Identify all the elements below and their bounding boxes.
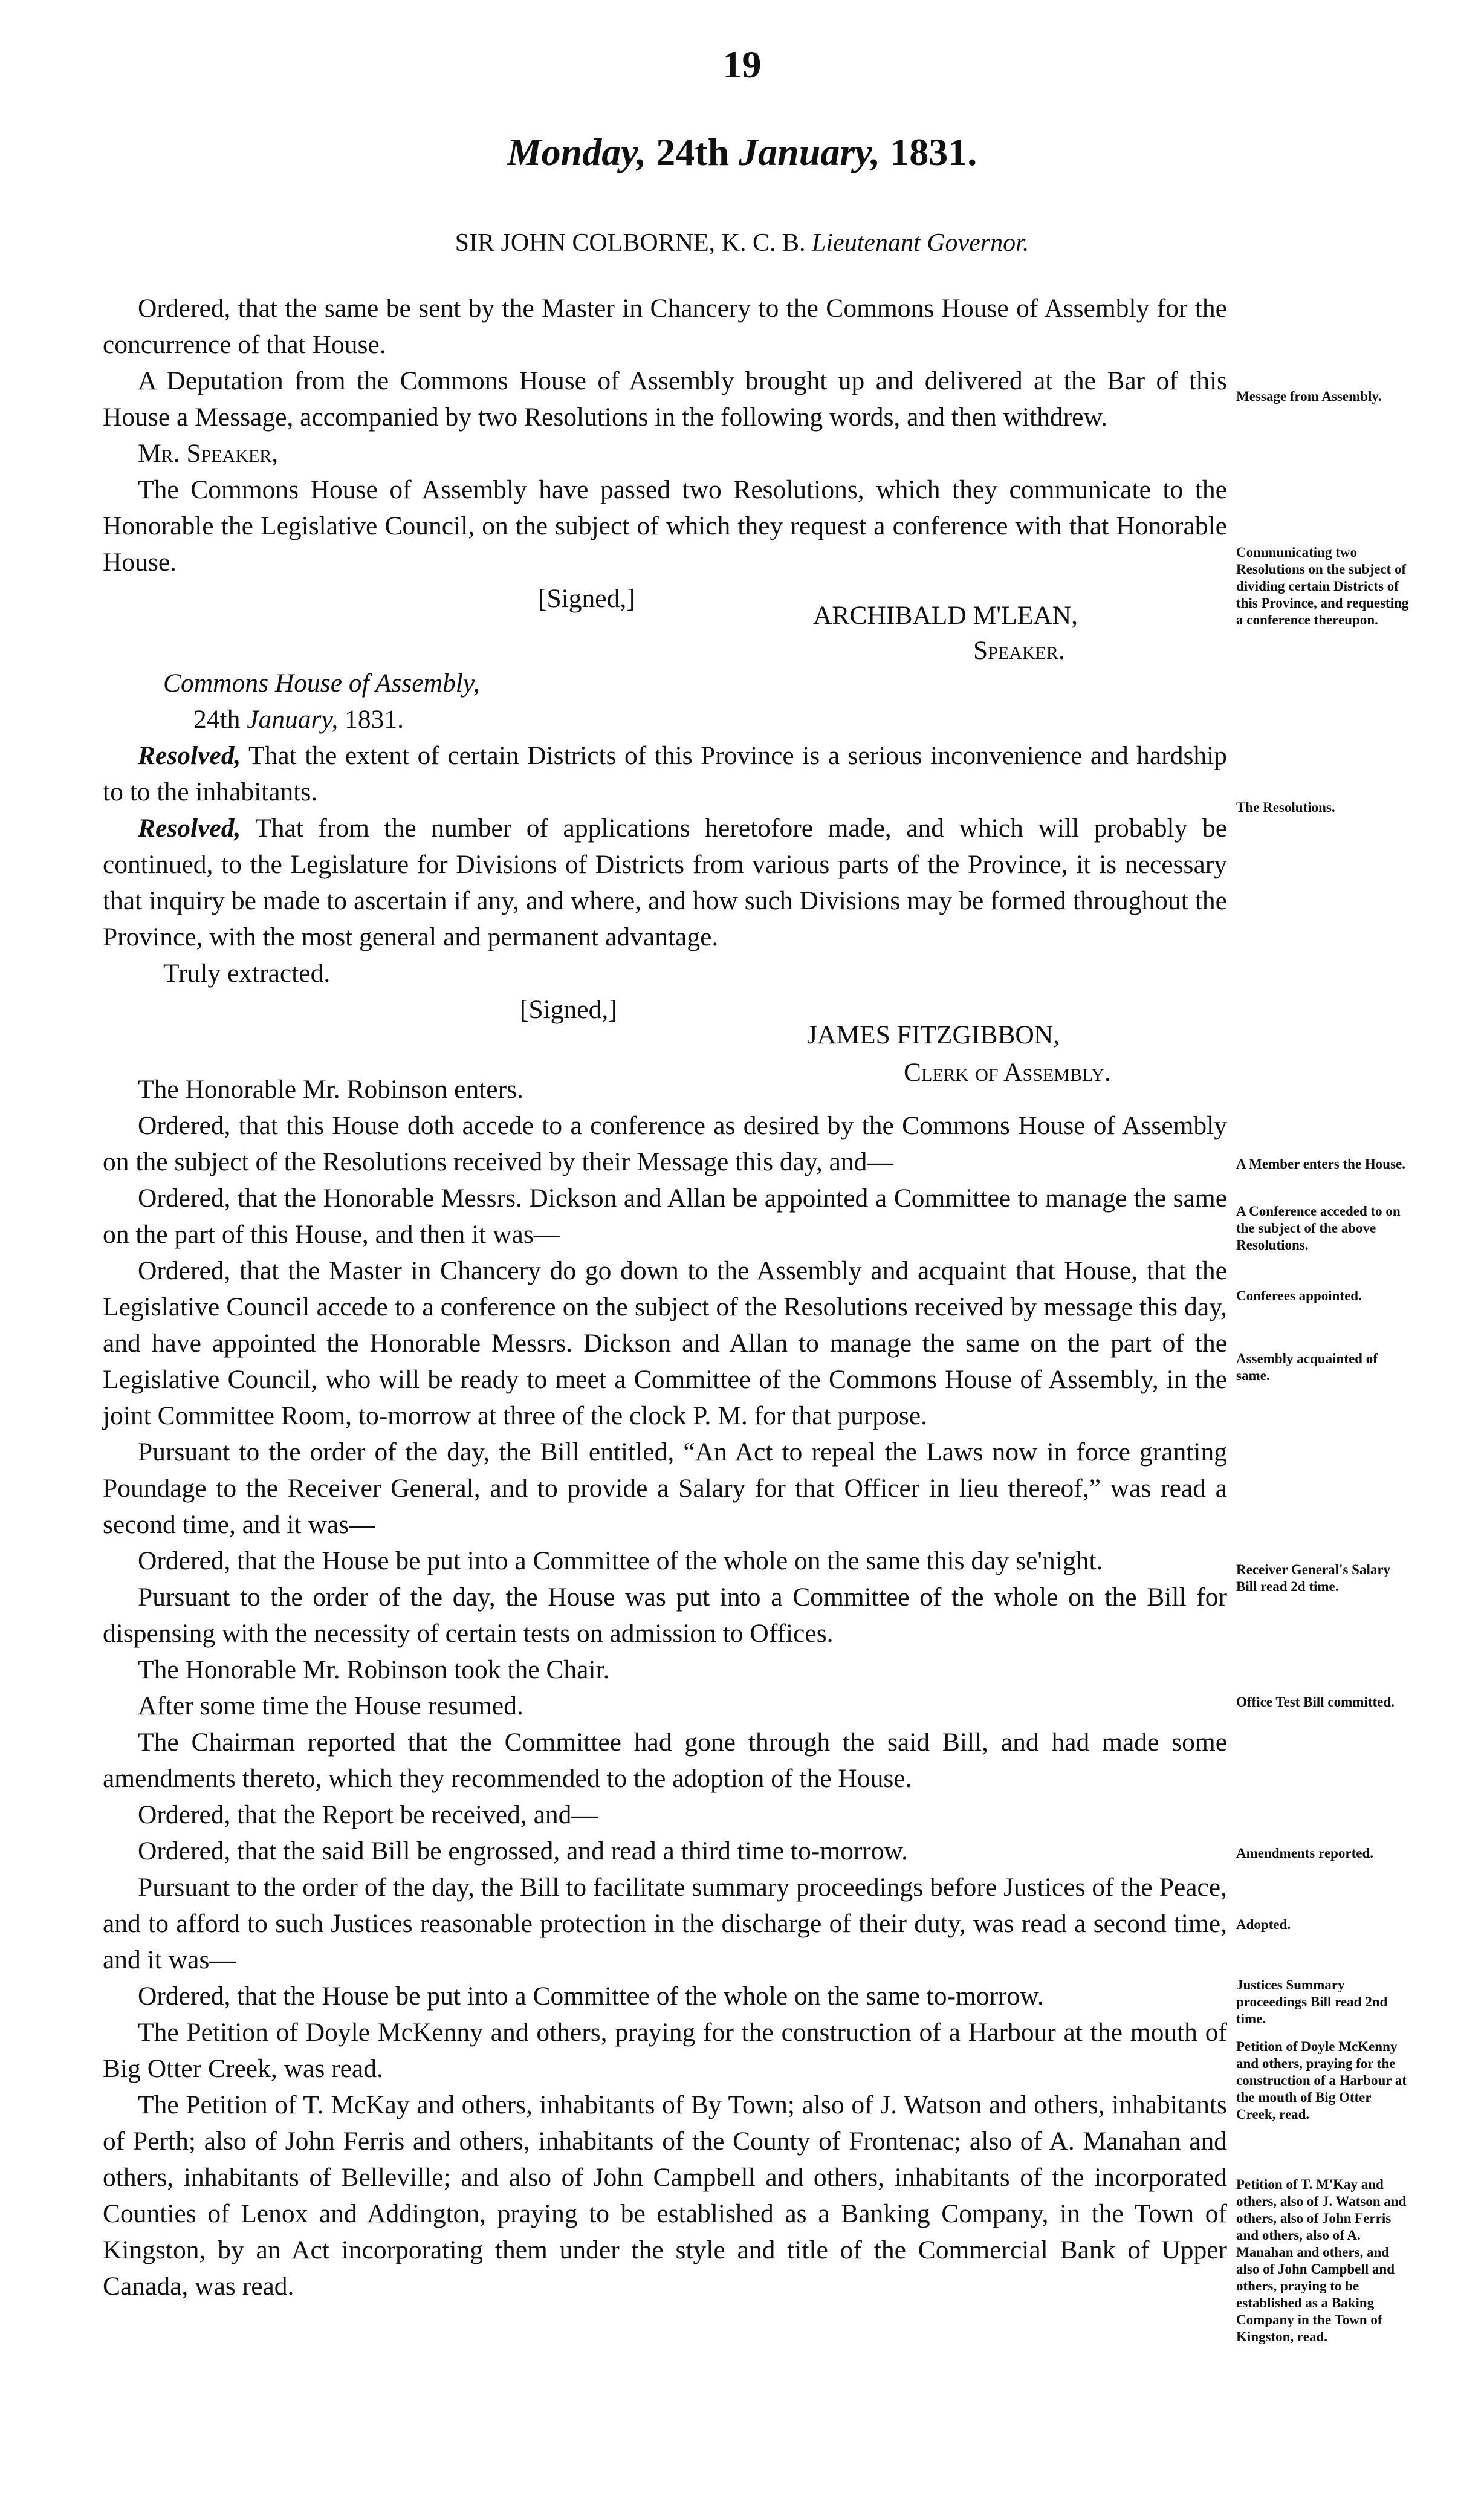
paragraph: Pursuant to the order of the day, the House was put into a Committee of the whole on the Bill for dispensing with the necessity of certain tests on admission to Offices. bbox=[103, 1583, 1227, 1648]
paragraph: The Chairman reported that the Committee had gone through the said Bill, and had made some amendments thereto, which they recommended to the adoption of the House. bbox=[103, 1728, 1227, 1793]
margin-note: Office Test Bill committed. bbox=[1236, 1694, 1395, 1710]
paragraph: Ordered, that the Honorable Messrs. Dickson and Allan be appointed a Committee to manage the same on the part of this House, and then it was— bbox=[103, 1184, 1227, 1249]
place-date-month: January, bbox=[247, 705, 339, 734]
paragraph: The Honorable Mr. Robinson enters. bbox=[138, 1075, 523, 1104]
signatory-name: JAMES FITZGIBBON, bbox=[807, 1020, 1060, 1049]
margin-note: Conferees appointed. bbox=[1236, 1288, 1362, 1303]
governor-line bbox=[0, 229, 1484, 258]
paragraph: A Deputation from the Commons House of Assembly brought up and delivered at the Bar of this House a Message, accompanied by two Resolutions in the following words, and then withdrew. bbox=[103, 366, 1227, 432]
signed-mark: [Signed,] bbox=[520, 995, 617, 1024]
margin-note: The Resolutions. bbox=[1236, 800, 1335, 815]
signatory-title: Speaker. bbox=[973, 636, 1065, 665]
resolution-text: That from the number of applications heretofore made, and which will probably be continued, to the Legislature for Divisions of Districts from various parts of the Province, it is necessary that inquiry be made to ascertain if any, and where, and how such Divisions may be formed throughout the Province, with the most general and permanent advantage. bbox=[103, 814, 1227, 951]
governor-title: Lieutenant Governor. bbox=[812, 229, 1029, 257]
margin-note: A Member enters the House. bbox=[1236, 1156, 1405, 1172]
paragraph: Ordered, that this House doth accede to a conference as desired by the Commons House of Assembly on the subject of the Resolutions received by their Message this day, and— bbox=[103, 1111, 1227, 1176]
paragraph: Ordered, that the same be sent by the Master in Chancery to the Commons House of Assembly for the concurrence of that House. bbox=[103, 294, 1227, 359]
paragraph: Pursuant to the order of the day, the Bill to facilitate summary proceedings before Justices of the Peace, and to afford to such Justices reasonable protection in the discharge of their duty, was read a second time, and it was— bbox=[103, 1873, 1227, 1974]
signature-block bbox=[103, 991, 1227, 1049]
margin-note: Adopted. bbox=[1236, 1917, 1291, 1932]
signature-block bbox=[103, 580, 1227, 630]
resolution bbox=[103, 810, 1227, 955]
margin-note: Message from Assembly. bbox=[1236, 389, 1382, 404]
paragraph: Ordered, that the House be put into a Committee of the whole on the same this day se'night. bbox=[138, 1546, 1103, 1575]
paragraph: The Petition of Doyle McKenny and others, praying for the construction of a Harbour at the mouth of Big Otter Creek, was read. bbox=[103, 2018, 1227, 2083]
session-date bbox=[0, 130, 1484, 175]
date-day: Monday, bbox=[507, 131, 647, 173]
signatory-title-line bbox=[103, 617, 1227, 665]
place-date bbox=[103, 701, 1227, 737]
paragraph: The Commons House of Assembly have passed two Resolutions, which they communicate to the Honorable the Legislative Council, on the subject of which they request a conference with that Honorable House. bbox=[103, 475, 1227, 577]
place-date-year: 1831. bbox=[345, 705, 404, 734]
paragraph: Ordered, that the House be put into a Committee of the whole on the same to-morrow. bbox=[138, 1982, 1044, 2011]
resolution-label: Resolved, bbox=[138, 741, 241, 770]
paragraph: Ordered, that the said Bill be engrossed, and read a third time to-morrow. bbox=[138, 1836, 909, 1866]
resolution-label: Resolved, bbox=[138, 814, 241, 843]
paragraph: The Petition of T. McKay and others, inhabitants of By Town; also of J. Watson and others, inhabitants of Perth; also of John Ferris and others, inhabitants of the County of Frontenac; also of A. Manahan and others, inhabitants of Belleville; and also of John Campbell and others, inhabitants of the incorporated Counties of Lenox and Addington, praying to be established as a Banking Company, in the Town of Kingston, by an Act incorporating them under the style and title of the Commercial Bank of Upper Canada, was read. bbox=[103, 2090, 1227, 2301]
speaker-address: Mr. Speaker, bbox=[138, 439, 279, 468]
date-date: 24th bbox=[656, 131, 730, 173]
margin-note: Justices Summary proceedings Bill read 2nd time. bbox=[1236, 1977, 1388, 2026]
place-line: Commons House of Assembly, bbox=[163, 669, 480, 698]
resolution-text: That the extent of certain Districts of this Province is a serious inconvenience and hardship to to the inhabitants. bbox=[103, 741, 1227, 806]
main-text bbox=[103, 290, 1227, 2304]
paragraph: After some time the House resumed. bbox=[138, 1691, 523, 1720]
margin-note: Petition of Doyle McKenny and others, praying for the construction of a Harbour at the mouth of Big Otter Creek, read. bbox=[1236, 2039, 1407, 2122]
page-number: 19 bbox=[722, 43, 762, 86]
margin-note: Amendments reported. bbox=[1236, 1846, 1373, 1861]
paragraph: Ordered, that the Report be received, and— bbox=[138, 1800, 598, 1829]
resolution bbox=[103, 737, 1227, 810]
signatory-title-line bbox=[103, 1028, 1227, 1087]
margin-note: Receiver General's Salary Bill read 2d time. bbox=[1236, 1562, 1391, 1594]
governor-name: SIR JOHN COLBORNE, K. C. B. bbox=[455, 229, 806, 257]
date-year: 1831. bbox=[890, 131, 977, 173]
place-date-day: 24th bbox=[193, 705, 241, 734]
margin-note: Assembly acquainted of same. bbox=[1236, 1351, 1378, 1383]
paragraph: Ordered, that the Master in Chancery do go down to the Assembly and acquaint that House, that the Legislative Council accede to a conference on the subject of the Resolutions received by message this day, and have appointed the Honorable Messrs. Dickson and Allan to manage the same on the part of the Legislative Council, who will be ready to meet a Committee of the Commons House of Assembly, in the joint Committee Room, to-morrow at three of the clock P. M. for that purpose. bbox=[103, 1256, 1227, 1430]
truly-extracted: Truly extracted. bbox=[163, 959, 331, 988]
date-month: January, bbox=[739, 131, 881, 173]
margin-note: A Conference acceded to on the subject of the above Resolutions. bbox=[1236, 1204, 1401, 1253]
signatory-title: Clerk of Assembly. bbox=[904, 1058, 1111, 1087]
signatory-name: ARCHIBALD M'LEAN, bbox=[813, 601, 1078, 630]
margin-note: Petition of T. M'Kay and others, also of J. Watson and others, also of John Ferris and others, also of A. Manahan and others, and also of John Campbell and others, praying to be established as a Baking Company in the Town of Kingston, read. bbox=[1236, 2177, 1407, 2344]
signed-mark: [Signed,] bbox=[538, 584, 635, 613]
paragraph: The Honorable Mr. Robinson took the Chair. bbox=[138, 1655, 610, 1684]
margin-note: Communicating two Resolutions on the subject of dividing certain Districts of this Province, and requesting a conference thereupon. bbox=[1236, 545, 1409, 627]
paragraph: Pursuant to the order of the day, the Bill entitled, “An Act to repeal the Laws now in force granting Poundage to the Receiver General, and to provide a Salary for that Officer in lieu thereof,” was read a second time, and it was— bbox=[103, 1438, 1227, 1539]
